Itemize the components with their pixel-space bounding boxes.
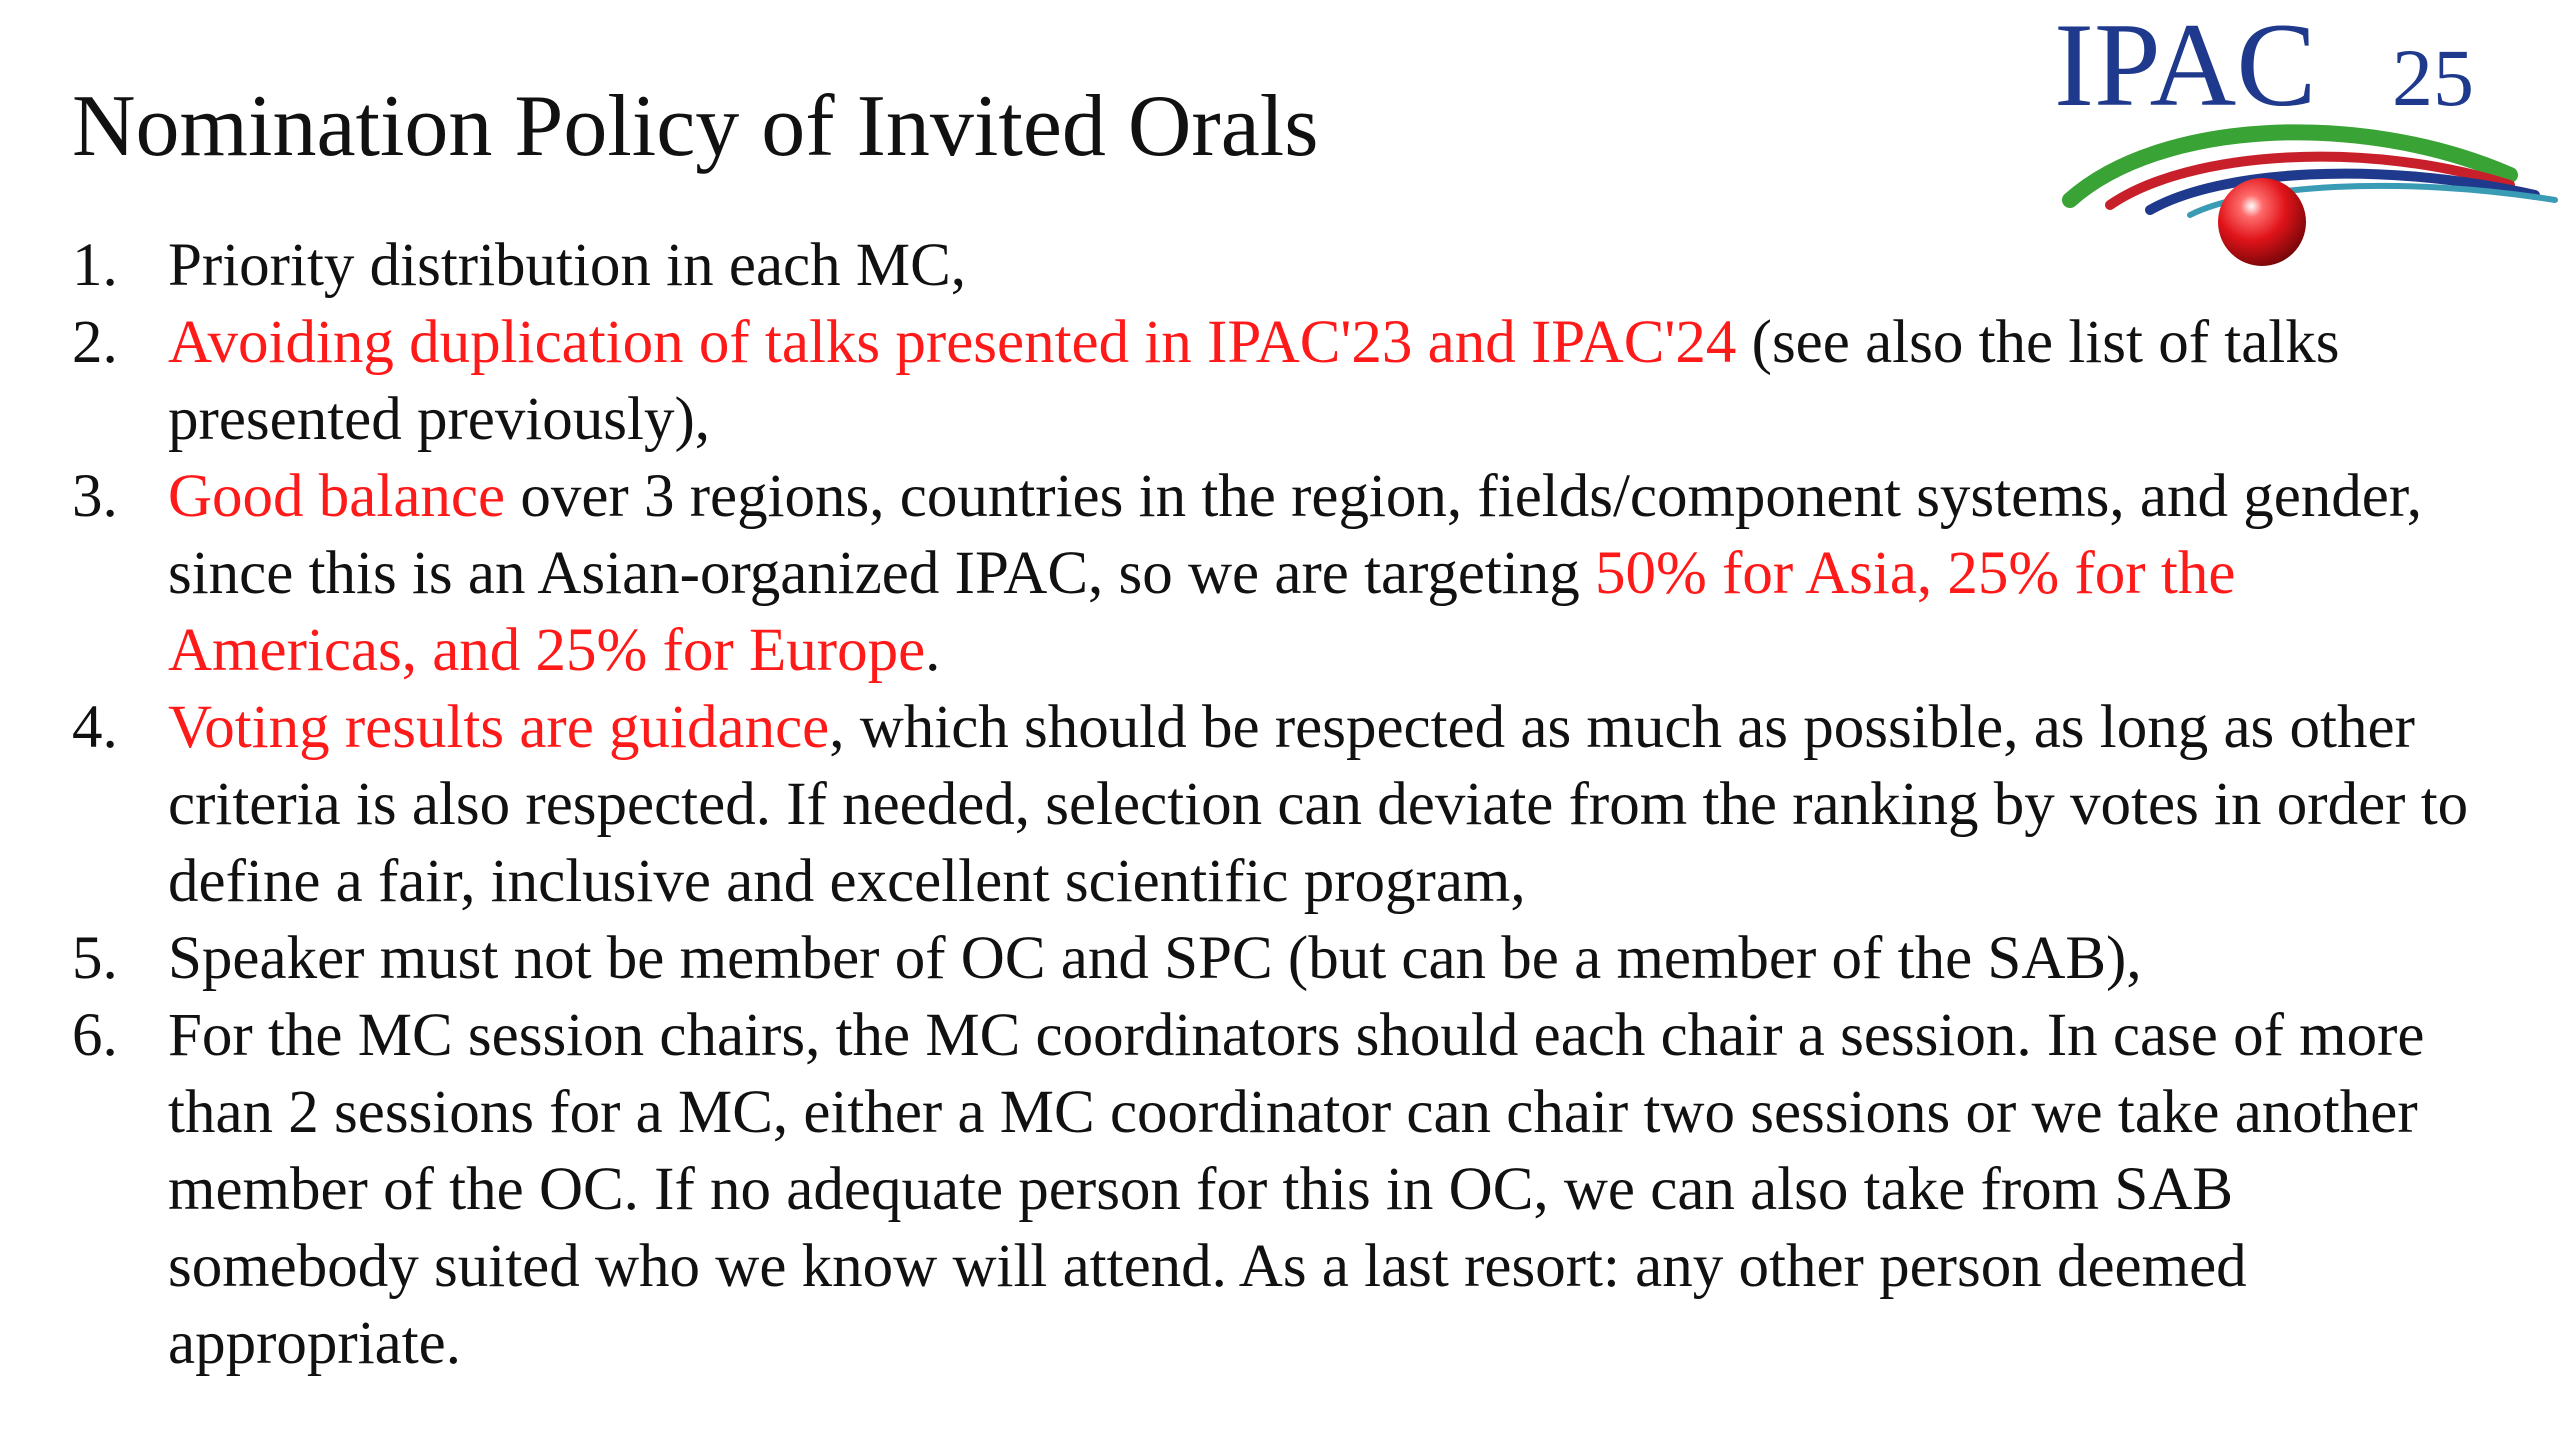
policy-item-text (168, 232, 966, 299)
body-text: Priority distribution in each MC, (168, 232, 967, 299)
emphasized-text: Good balance (168, 463, 506, 530)
emphasized-text: 50% for Asia, 25% for the Americas, and 25% for Europe (168, 540, 2236, 684)
logo-year: 25 (2392, 32, 2474, 123)
policy-item-text (168, 309, 2339, 453)
policy-item-text (168, 694, 2468, 915)
policy-item (72, 458, 2492, 689)
body-text: Speaker must not be member of OC and SPC (but can be a member of the SAB), (168, 925, 2142, 992)
policy-item (72, 304, 2492, 458)
policy-item (72, 997, 2492, 1382)
nomination-policy-list (72, 227, 2492, 1382)
body-text: . (925, 617, 941, 684)
policy-item-number: 5. (72, 925, 118, 992)
policy-item (72, 920, 2492, 997)
emphasized-text: Avoiding duplication of talks presented in IPAC'23 and IPAC'24 (168, 309, 1737, 376)
body-text: , which should be respected as much as possible, as long as other criteria is also respected. If needed, selection can deviate from the ranking by votes in order to define a fair, inclusive and excellent scientific program, (168, 694, 2469, 915)
policy-item-text (168, 1002, 2425, 1377)
emphasized-text: Voting results are guidance (168, 694, 830, 761)
logo-wordmark: IPAC (2054, 0, 2317, 131)
policy-item-number: 3. (72, 463, 118, 530)
policy-item (72, 689, 2492, 920)
policy-item-number: 6. (72, 1002, 118, 1069)
body-text: (see also the list of talks presented previously), (168, 309, 2340, 453)
slide-title: Nomination Policy of Invited Orals (72, 78, 1319, 175)
policy-item (72, 227, 2492, 304)
body-text: For the MC session chairs, the MC coordinators should each chair a session. In case of more than 2 sessions for a MC, either a MC coordinator can chair two sessions or we take another member of the OC. If no adequate person for this in OC, we can also take from SAB somebody suited who we know will attend. As a last resort: any other person deemed appropriate. (168, 1002, 2425, 1377)
policy-item-number: 1. (72, 232, 118, 299)
body-text: over 3 regions, countries in the region, fields/component systems, and gender, since this is an Asian-organized IPAC, so we are targeting (168, 463, 2422, 607)
policy-item-number: 2. (72, 309, 118, 376)
policy-item-text (168, 463, 2422, 684)
policy-item-number: 4. (72, 694, 118, 761)
policy-item-text (168, 925, 2142, 992)
